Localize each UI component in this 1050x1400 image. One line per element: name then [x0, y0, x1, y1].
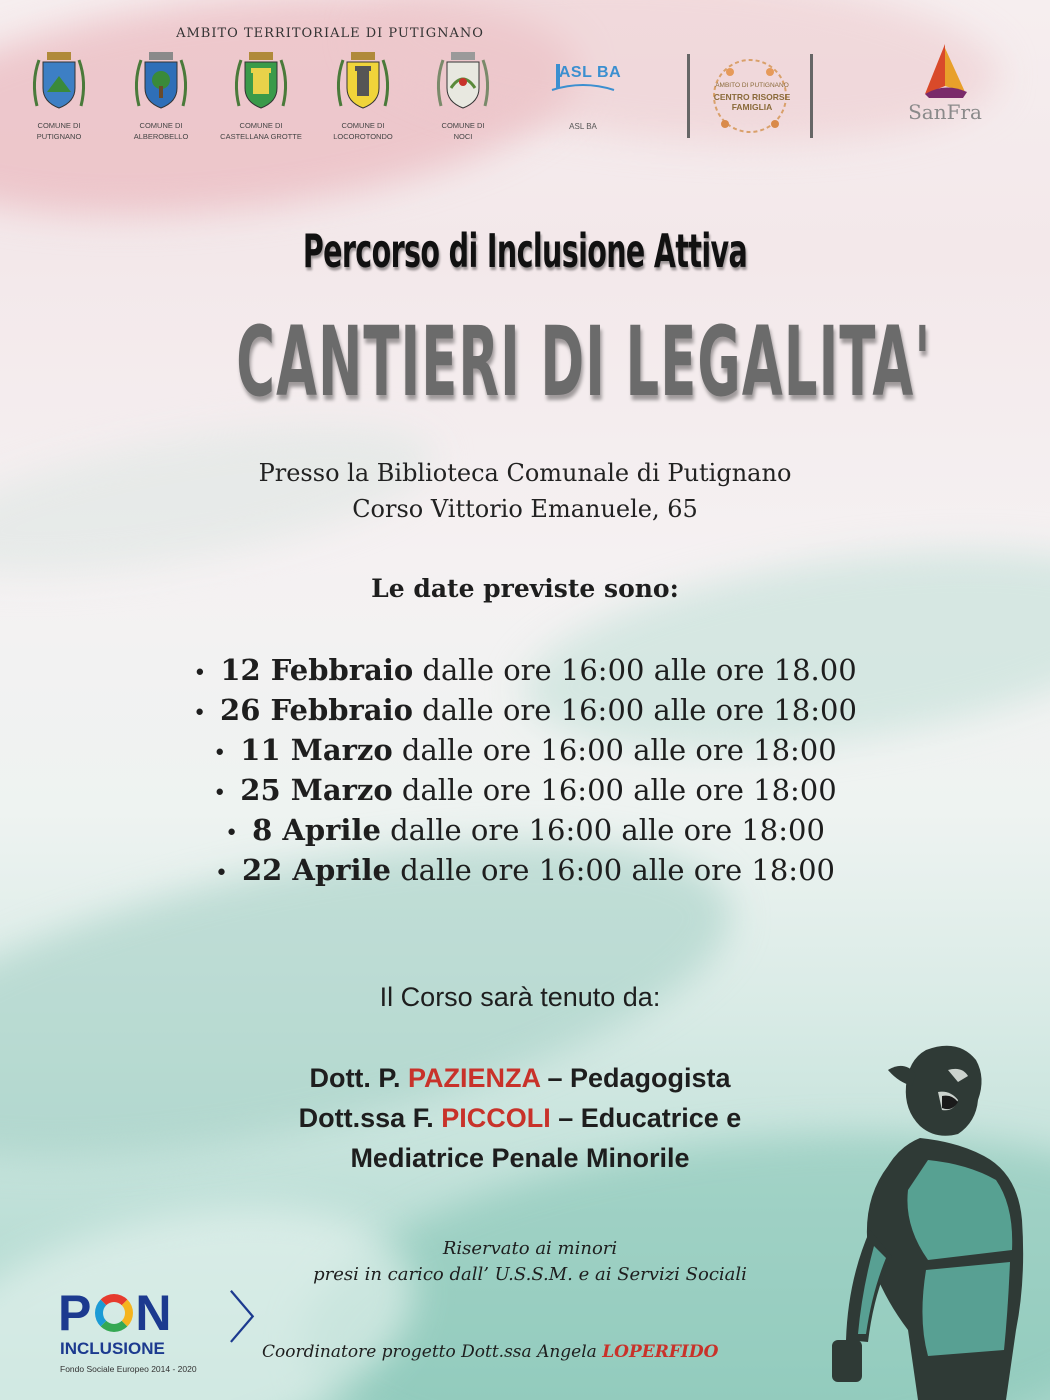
municipality-caption: COMUNE DI — [239, 121, 283, 130]
time-label: dalle ore 16:00 alle ore 18:00 — [400, 853, 835, 887]
crf-name — [701, 92, 803, 112]
municipality-caption: COMUNE DI — [37, 121, 81, 130]
bullet-icon: • — [213, 781, 227, 806]
date-item — [0, 690, 1050, 730]
coordinator-prefix: Coordinatore progetto Dott.ssa Angela — [262, 1342, 603, 1362]
title-line-2: CANTIERI DI LEGALITA' — [236, 306, 932, 418]
teacher-surname: PAZIENZA — [407, 1063, 540, 1093]
date-label: 22 Aprile — [241, 853, 391, 887]
bullet-icon: • — [225, 821, 239, 846]
pon-letter: N — [135, 1285, 174, 1341]
bullet-icon: • — [215, 861, 228, 886]
bullet-icon: • — [193, 701, 207, 726]
chevron-right-icon: 〉 — [228, 1287, 284, 1352]
date-label: 26 Febbraio — [220, 693, 413, 727]
municipality-alberobello — [116, 48, 206, 142]
title-line-1: Percorso di Inclusione Attiva — [302, 224, 748, 278]
locorotondo-crest-icon — [333, 48, 393, 116]
shouting-child-illustration-icon — [808, 1030, 1050, 1400]
pon-subtitle: INCLUSIONE — [60, 1339, 165, 1358]
reserved-line: presi in carico dall’ U.S.S.M. e ai Servizi Sociali — [313, 1264, 747, 1285]
pon-letter: P — [58, 1285, 94, 1341]
alberobello-crest-icon — [131, 48, 191, 116]
venue — [0, 455, 1050, 527]
coordinator-surname: LOPERFIDO — [602, 1342, 719, 1362]
municipality-name: PUTIGNANO — [36, 132, 82, 141]
dates-heading: Le date previste sono: — [371, 574, 679, 603]
time-label: dalle ore 16:00 alle ore 18:00 — [390, 813, 825, 847]
municipality-putignano — [14, 48, 104, 142]
municipality-locorotondo — [318, 48, 408, 142]
date-item — [0, 650, 1050, 690]
putignano-crest-icon — [29, 48, 89, 116]
time-label: dalle ore 16:00 alle ore 18.00 — [422, 653, 857, 687]
bullet-icon: • — [193, 661, 207, 686]
date-label: 25 Marzo — [240, 773, 393, 807]
pon-fund-label: Fondo Sociale Europeo 2014 - 2020 — [60, 1364, 197, 1374]
municipality-caption: COMUNE DI — [341, 121, 385, 130]
asl-ba-logo — [538, 58, 628, 131]
partner-logos-header — [0, 0, 1050, 160]
municipality-caption: COMUNE DI — [139, 121, 183, 130]
time-label: dalle ore 16:00 alle ore 18:00 — [401, 733, 837, 767]
teacher-role: – Educatrice e — [550, 1103, 742, 1133]
reserved-note — [240, 1236, 820, 1288]
teacher-surname: PICCOLI — [441, 1103, 551, 1133]
date-label: 8 Aprile — [252, 813, 381, 847]
time-label: dalle ore 16:00 alle ore 18:00 — [422, 693, 857, 727]
pon-wordmark — [58, 1284, 173, 1342]
municipality-name: NOCI — [453, 132, 473, 141]
venue-line: Presso la Biblioteca Comunale di Putignano — [258, 459, 792, 487]
date-item — [0, 850, 1050, 890]
teacher-role: – Pedagogista — [539, 1063, 731, 1093]
municipality-name: CASTELLANA GROTTE — [220, 132, 302, 141]
pon-inclusione-logo — [56, 1284, 284, 1384]
teacher-role-continued: Mediatrice Penale Minorile — [350, 1143, 690, 1173]
teacher-prefix: Dott.ssa F. — [298, 1103, 442, 1133]
asl-ba-mark: ASL BA — [558, 64, 622, 81]
sanfra-sail-icon — [915, 42, 975, 100]
venue-line: Corso Vittorio Emanuele, 65 — [352, 495, 698, 523]
date-list — [0, 650, 1050, 890]
crf-name-line: CENTRO RISORSE — [713, 92, 791, 102]
date-label: 11 Marzo — [240, 733, 393, 767]
date-item — [0, 770, 1050, 810]
noci-crest-icon — [433, 48, 493, 116]
pon-o-ring-icon — [95, 1294, 133, 1332]
course-intro: Il Corso sarà tenuto da: — [379, 982, 661, 1012]
municipality-name: ALBEROBELLO — [133, 132, 189, 141]
teacher-prefix: Dott. P. — [309, 1063, 408, 1093]
sanfra-logo — [895, 42, 995, 142]
castellana-crest-icon — [231, 48, 291, 116]
centro-risorse-famiglia-logo — [685, 50, 815, 142]
crf-name-line: FAMIGLIA — [731, 102, 773, 112]
date-item — [0, 810, 1050, 850]
sanfra-name: SanFra — [908, 100, 982, 124]
municipality-noci — [418, 48, 508, 142]
municipality-caption: COMUNE DI — [441, 121, 485, 130]
reserved-line: Riservato ai minori — [442, 1238, 618, 1259]
time-label: dalle ore 16:00 alle ore 18:00 — [401, 773, 837, 807]
municipality-castellana — [216, 48, 306, 142]
date-item — [0, 730, 1050, 770]
ambito-title: AMBITO TERRITORIALE DI PUTIGNANO — [176, 26, 484, 41]
date-label: 12 Febbraio — [220, 653, 414, 687]
coordinator — [262, 1342, 822, 1362]
asl-ba-caption: ASL BA — [569, 122, 597, 131]
crf-ambito-label: AMBITO DI PUTIGNANO — [715, 82, 789, 89]
municipality-name: LOCOROTONDO — [333, 132, 393, 141]
bullet-icon: • — [213, 741, 227, 766]
